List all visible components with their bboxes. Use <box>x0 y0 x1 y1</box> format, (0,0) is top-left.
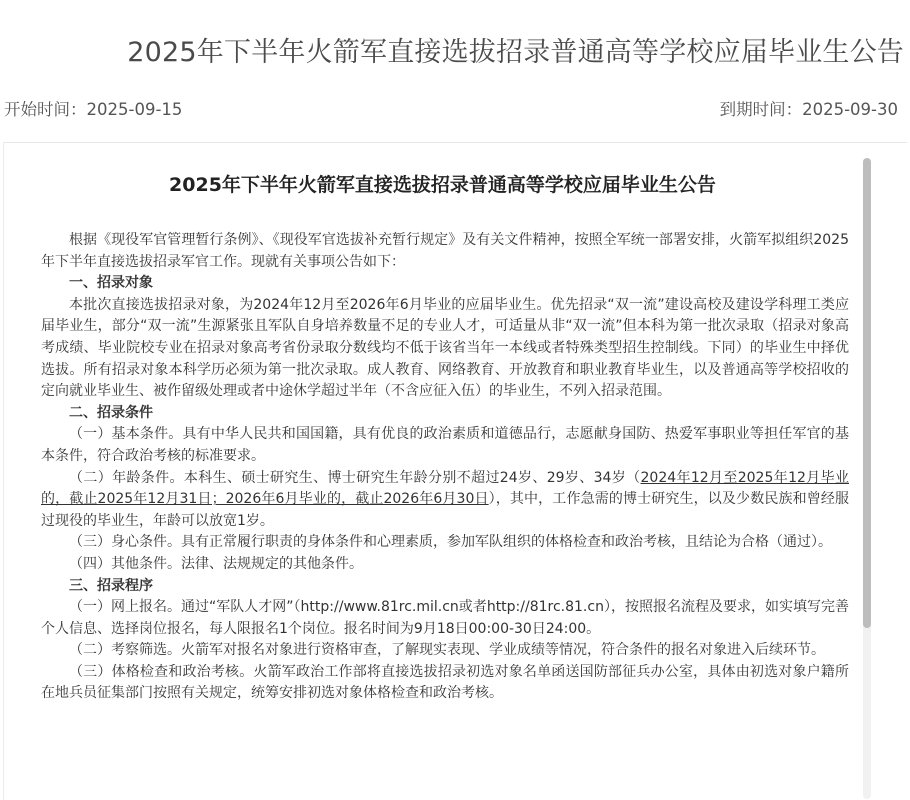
paragraph: （二）考察筛选。火箭军对报名对象进行资格审查，了解现实表现、学业成绩等情况，符合条件的报名对象进入后续环节。 <box>69 642 825 659</box>
page-title: 2025年下半年火箭军直接选拔招录普通高等学校应届毕业生公告 <box>127 37 904 68</box>
section-title: 二、招录条件 <box>69 404 153 421</box>
section-title: 一、招录对象 <box>69 275 153 292</box>
scrollbar-thumb[interactable] <box>863 158 871 628</box>
document-heading: 2025年下半年火箭军直接选拔招录普通高等学校应届毕业生公告 <box>169 174 716 196</box>
paragraph: 本批次直接选拔招录对象，为2024年12月至2026年6月毕业的应届毕业生。优先招录“双一流”建设高校及建设学科理工类应届毕业生，部分“双一流”生源紧张且军队自身培养数量不足的专业人才，可适量从非“双一流”但本科为第一批次录取（招录对象高考成绩、毕业院校专业在招录对象高考省份录取分数线均不低于该省当年一本线或者特殊类型招生控制线。下同）的毕业生中择优选拔。所有招录对象本科学历必须为第一批次录取。成人教育、网络教育、开放教育和职业教育毕业生，以及普通高等学校招收的定向就业毕业生、被作留级处理或者中途休学超过半年（不含应征入伍）的毕业生，不列入招录范围。 <box>41 296 849 400</box>
paragraph: （一）网上报名。通过“军队人才网”（http://www.81rc.mil.cn或者http://81rc.81.cn），按照报名流程及要求，如实填写完善个人信息、选择岗位报名，每人限报名1个岗位。报名时间为9月18日00:00-30日24:00。 <box>41 599 849 637</box>
paragraph: （一）基本条件。具有中华人民共和国国籍，具有优良的政治素质和道德品行，志愿献身国防、热爱军事职业等担任军官的基本条件，符合政治考核的标准要求。 <box>41 426 849 464</box>
end-date: 到期时间：2025-09-30 <box>719 100 898 119</box>
paragraph: （三）体格检查和政治考核。火箭军政治工作部将直接选拔招录初选对象名单函送国防部征兵办公室，具体由初选对象户籍所在地兵员征集部门按照有关规定，统筹安排初选对象体格检查和政治考核。 <box>41 663 849 702</box>
paragraph: （三）身心条件。具有正常履行职责的身体条件和心理素质，参加军队组织的体格检查和政治考核，且结论为合格（通过）。 <box>69 534 832 551</box>
intro-paragraph: 根据《现役军官管理暂行条例》、《现役军官选拔补充暂行规定》及有关文件精神，按照全军统一部署安排，火箭军拟组织2025年下半年直接选拔招录军官工作。现就有关事项公告如下： <box>41 232 849 270</box>
section-title: 三、招录程序 <box>69 577 153 594</box>
text-run: ），其中，工作急需的博士研究生，以及少数民族和曾经服过现役的毕业生，年龄可以放宽1岁。 <box>41 491 849 529</box>
scrollbar[interactable] <box>863 158 871 799</box>
underlined-date-range: 2024年12月至2025年12月毕业的，截止2025年12月31日；2026年6月毕业的，截止2026年6月30日 <box>41 469 849 508</box>
page-header <box>0 0 910 140</box>
text-run: （二）年龄条件。本科生、硕士研究生、博士研究生年龄分别不超过24岁、29岁、34岁（ <box>69 469 641 486</box>
paragraph <box>41 468 849 533</box>
paragraph: （四）其他条件。法律、法规规定的其他条件。 <box>69 555 363 572</box>
document-body <box>41 230 849 705</box>
start-date: 开始时间：2025-09-15 <box>4 100 183 119</box>
